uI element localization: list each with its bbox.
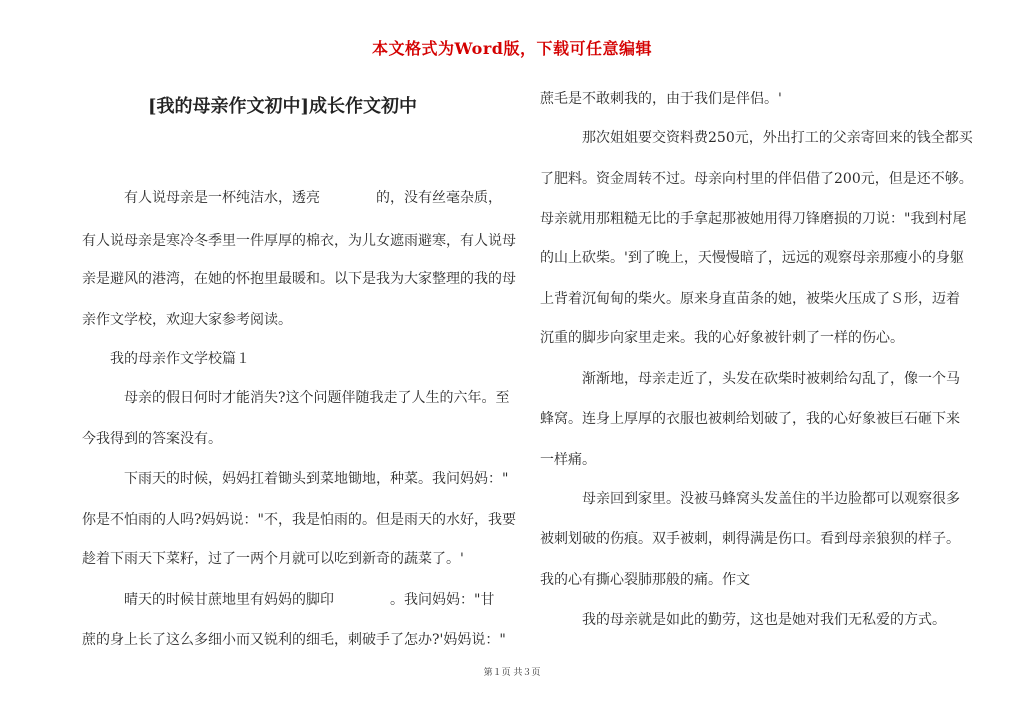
text-line: 趁着下雨天下菜籽，过了一两个月就可以吃到新奇的蔬菜了。' bbox=[82, 551, 464, 567]
text-line: 你是不怕雨的人吗?妈妈说："不，我是怕雨的。但是雨天的水好，我要 bbox=[82, 512, 516, 528]
text-line: 的山上砍柴。'到了晚上，天慢慢暗了，远远的观察母亲那瘦小的身躯 bbox=[540, 250, 964, 266]
text-line: 有人说母亲是一杯纯洁水，透亮 的，没有丝毫杂质， bbox=[124, 190, 502, 206]
text-line: 一样痛。 bbox=[540, 452, 596, 468]
text-line: 我的心有撕心裂肺那般的痛。作文 bbox=[540, 572, 750, 588]
text-line: 母亲的假日何时才能消失?这个问题伴随我走了人生的六年。至 bbox=[124, 390, 510, 406]
text-line: 晴天的时候甘蔗地里有妈妈的脚印 。我问妈妈："甘 bbox=[124, 592, 495, 608]
text-line: 亲是避风的港湾，在她的怀抱里最暖和。以下是我为大家整理的我的母 bbox=[82, 271, 516, 287]
section-heading: 我的母亲作文学校篇１ bbox=[110, 351, 250, 367]
text-line: 母亲就用那粗糙无比的手拿起那被她用得刀锋磨损的刀说："我到村尾 bbox=[540, 211, 967, 227]
text-line: 蔗毛是不敢刺我的，由于我们是伴侣。' bbox=[540, 91, 782, 107]
text-line: 我的母亲就是如此的勤劳，这也是她对我们无私爱的方式。 bbox=[582, 612, 946, 628]
text-line: 了肥料。资金周转不过。母亲向村里的伴侣借了200元，但是还不够。 bbox=[540, 171, 973, 187]
text-line: 有人说母亲是寒冷冬季里一件厚厚的棉衣，为儿女遮雨避寒，有人说母 bbox=[82, 233, 516, 249]
text-line: 渐渐地，母亲走近了，头发在砍柴时被刺给勾乱了，像一个马 bbox=[582, 371, 960, 387]
text-line: 蜂窝。连身上厚厚的衣服也被刺给划破了，我的心好象被巨石砸下来 bbox=[540, 411, 960, 427]
text-line: 被刺划破的伤痕。双手被刺，刺得满是伤口。看到母亲狼狈的样子。 bbox=[540, 531, 960, 547]
text-line: 下雨天的时候，妈妈扛着锄头到菜地锄地，种菜。我问妈妈：" bbox=[124, 471, 509, 487]
document-title: [我的母亲作文初中]成长作文初中 bbox=[148, 96, 418, 117]
text-line: 沉重的脚步向家里走来。我的心好象被针刺了一样的伤心。 bbox=[540, 330, 904, 346]
text-line: 那次姐姐要交资料费250元，外出打工的父亲寄回来的钱全都买 bbox=[582, 130, 973, 146]
text-line: 蔗的身上长了这么多细小而又锐利的细毛，刺破手了怎办?'妈妈说：" bbox=[82, 632, 506, 648]
text-line: 今我得到的答案没有。 bbox=[82, 431, 222, 447]
text-line: 上背着沉甸甸的柴火。原来身直苗条的她，被柴火压成了Ｓ形，迈着 bbox=[540, 291, 960, 307]
format-banner: 本文格式为Word版，下载可任意编辑 bbox=[372, 39, 652, 58]
text-line: 母亲回到家里。没被马蜂窝头发盖住的半边脸都可以观察很多 bbox=[582, 491, 960, 507]
page-number: 第１页 共３页 bbox=[483, 668, 541, 678]
text-line: 亲作文学校，欢迎大家参考阅读。 bbox=[82, 312, 292, 328]
